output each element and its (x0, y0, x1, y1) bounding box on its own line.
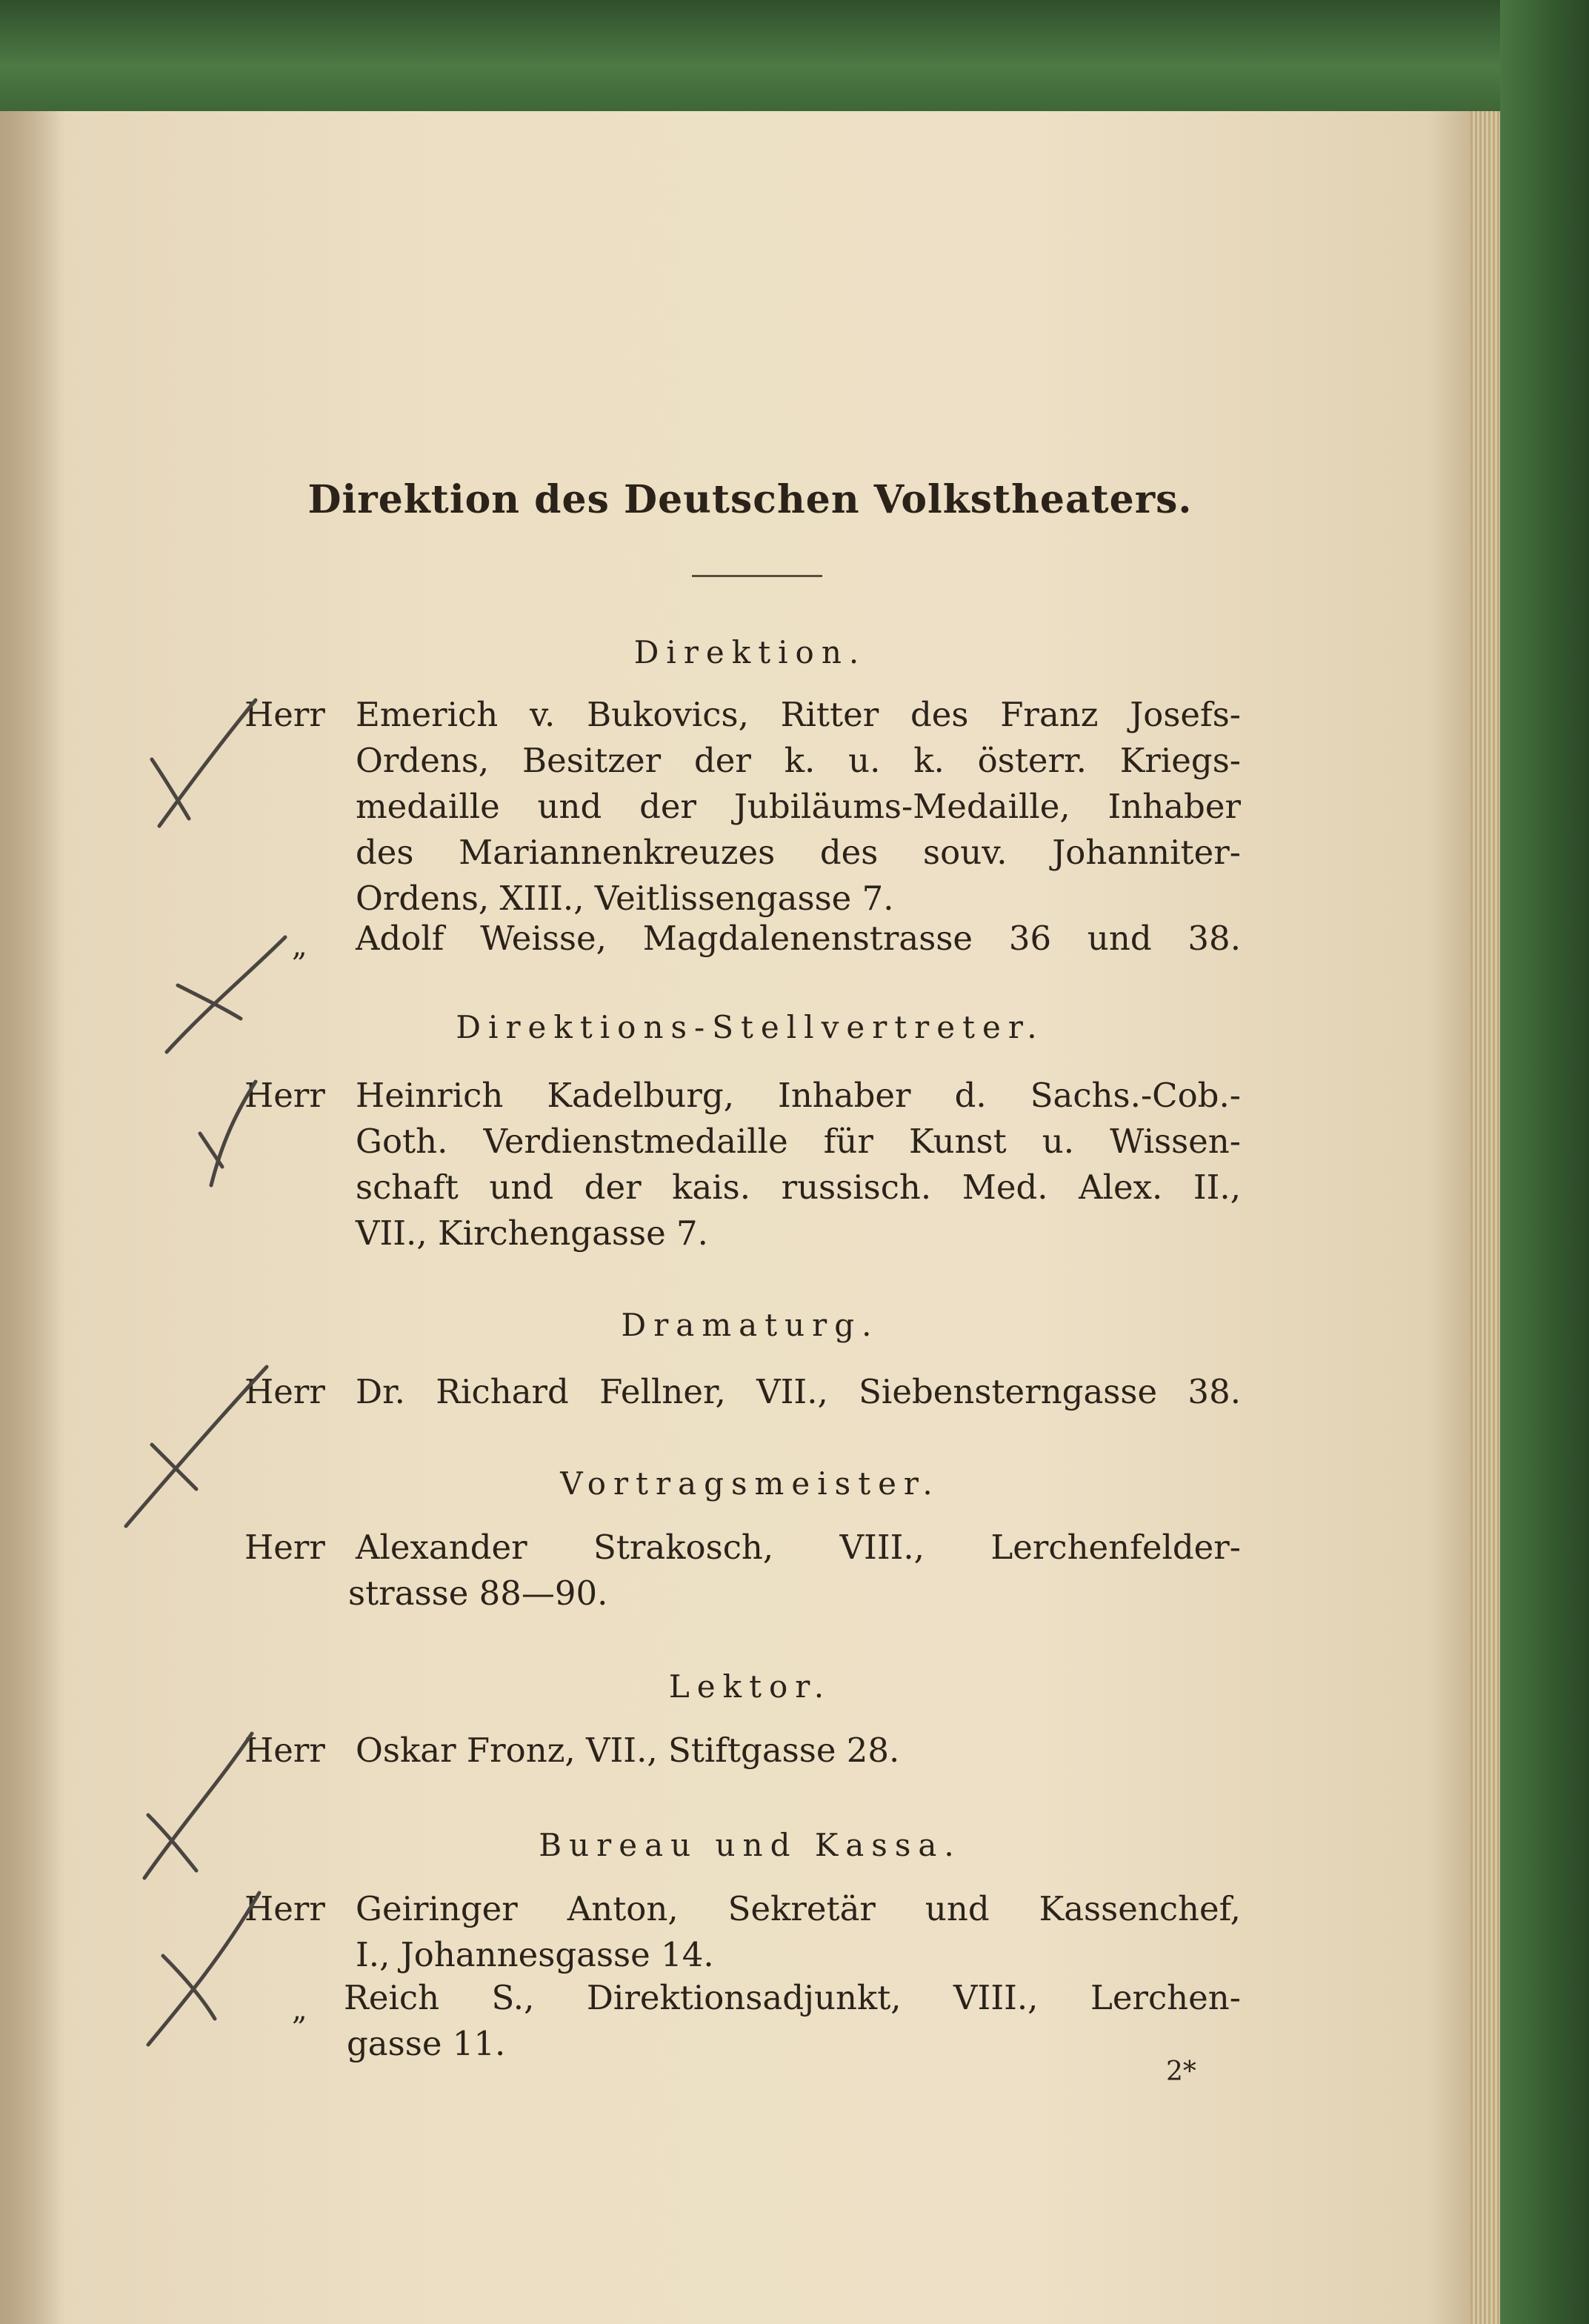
section-heading-direktion: Direktion. (633, 634, 867, 670)
entry-line: gasse 11. (347, 2024, 506, 2063)
entry-line: I., Johannesgasse 14. (356, 1935, 714, 1974)
pencil-check-mark (159, 700, 256, 826)
entry-line: strasse 88—90. (348, 1574, 608, 1613)
pencil-check-mark (163, 1956, 215, 2019)
entry-label: Herr (244, 1076, 325, 1115)
entry-line: Emerich v. Bukovics, Ritter des Franz Josefs- (356, 695, 1241, 734)
entry-line: VII., Kirchengasse 7. (356, 1213, 708, 1253)
section-heading-lektor: Lektor. (668, 1668, 832, 1705)
entry-line: Heinrich Kadelburg, Inhaber d. Sachs.-Cob.- (356, 1076, 1241, 1115)
entry-line: Oskar Fronz, VII., Stiftgasse 28. (356, 1731, 900, 1770)
section-heading-dramaturg: Dramaturg. (621, 1307, 879, 1343)
pencil-check-mark (167, 937, 285, 1052)
entry-line: Adolf Weisse, Magdalenenstrasse 36 und 38. (356, 919, 1241, 958)
entry-line: Dr. Richard Fellner, VII., Siebensterngasse 38. (356, 1372, 1241, 1411)
pencil-check-mark (211, 1082, 256, 1185)
entry-label: Herr (244, 1731, 325, 1770)
entry-line: Reich S., Direktionsadjunkt, VIII., Lerchen- (344, 1978, 1241, 2017)
section-heading-stellvertreter: Direktions-Stellvertreter. (456, 1009, 1045, 1045)
entry-line: des Mariannenkreuzes des souv. Johanniter- (356, 833, 1241, 872)
entry-label: Herr (244, 1528, 325, 1567)
entry-label: Herr (244, 1889, 325, 1928)
page-title: Direktion des Deutschen Volkstheaters. (307, 477, 1193, 522)
entry-line: Ordens, XIII., Veitlissengasse 7. (356, 879, 894, 918)
pencil-check-mark (148, 1893, 259, 2045)
section-heading-vortragsmeister: Vortragsmeister. (560, 1465, 940, 1502)
entry-label: Herr (244, 1372, 325, 1411)
ditto-mark: „ (292, 1993, 307, 2027)
entry-line: Goth. Verdienstmedaille für Kunst u. Wissen- (356, 1122, 1241, 1161)
entry-label: Herr (244, 695, 325, 734)
entry-line: Ordens, Besitzer der k. u. k. österr. Kriegs- (356, 741, 1241, 780)
pencil-check-mark (144, 1734, 252, 1878)
pencil-check-mark (126, 1367, 267, 1526)
entry-line: medaille und der Jubiläums-Medaille, Inhaber (356, 787, 1241, 826)
pencil-check-mark (200, 1133, 222, 1167)
ditto-mark: „ (292, 929, 307, 963)
entry-line: schaft und der kais. russisch. Med. Alex. II., (356, 1168, 1241, 1207)
entry-line: Geiringer Anton, Sekretär und Kassenchef, (356, 1889, 1241, 1928)
section-heading-bureau: Bureau und Kassa. (539, 1827, 962, 1863)
entry-line: Alexander Strakosch, VIII., Lerchenfelder- (356, 1528, 1241, 1567)
page-number: 2* (1166, 2057, 1196, 2087)
